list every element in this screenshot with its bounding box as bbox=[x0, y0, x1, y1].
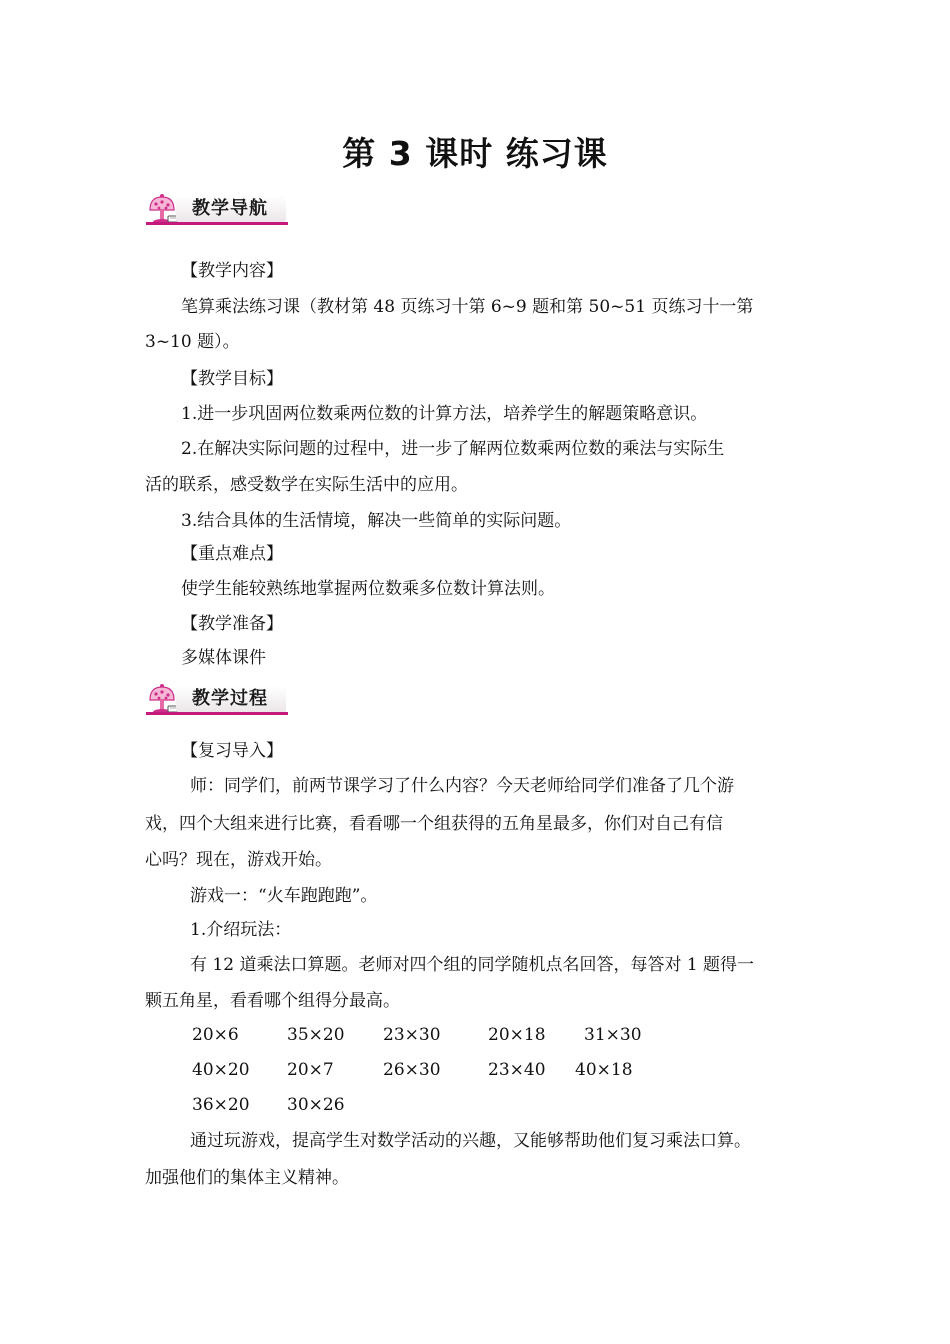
problem-item: 40×20 bbox=[192, 1060, 250, 1080]
problem-item: 20×6 bbox=[192, 1025, 239, 1045]
problem-item: 40×18 bbox=[575, 1060, 633, 1080]
heading-goals: 【教学目标】 bbox=[181, 369, 283, 389]
heading-review: 【复习导入】 bbox=[181, 741, 283, 761]
paragraph-line: 1.介绍玩法： bbox=[190, 920, 292, 940]
problem-item: 35×20 bbox=[287, 1025, 345, 1045]
paragraph-line: 3~10 题）。 bbox=[145, 332, 240, 352]
problem-row bbox=[0, 1053, 950, 1088]
section-banner-process bbox=[140, 680, 290, 722]
paragraph-line: 有 12 道乘法口算题。老师对四个组的同学随机点名回答，每答对 1 题得一 bbox=[190, 955, 755, 975]
problem-row bbox=[0, 1088, 950, 1123]
paragraph-line: 通过玩游戏，提高学生对数学活动的兴趣，又能够帮助他们复习乘法口算。 bbox=[190, 1131, 751, 1151]
heading-content: 【教学内容】 bbox=[181, 261, 283, 281]
problem-item: 36×20 bbox=[192, 1095, 250, 1115]
problem-item: 20×7 bbox=[287, 1060, 334, 1080]
heading-preparation: 【教学准备】 bbox=[181, 614, 283, 634]
paragraph-line: 多媒体课件 bbox=[181, 648, 266, 668]
problem-item: 23×40 bbox=[488, 1060, 546, 1080]
paragraph-line: 3.结合具体的生活情境，解决一些简单的实际问题。 bbox=[181, 511, 572, 531]
section-banner-nav bbox=[140, 190, 290, 232]
paragraph-line: 活的联系，感受数学在实际生活中的应用。 bbox=[145, 475, 468, 495]
paragraph-line: 颗五角星，看看哪个组得分最高。 bbox=[145, 991, 400, 1011]
problem-item: 26×30 bbox=[383, 1060, 441, 1080]
problem-item: 30×26 bbox=[287, 1095, 345, 1115]
heading-key-points: 【重点难点】 bbox=[181, 544, 283, 564]
paragraph-line: 心吗？现在，游戏开始。 bbox=[145, 850, 332, 870]
problem-row bbox=[0, 1018, 950, 1053]
problem-item: 31×30 bbox=[584, 1025, 642, 1045]
paragraph-line: 1.进一步巩固两位数乘两位数的计算方法，培养学生的解题策略意识。 bbox=[181, 404, 708, 424]
paragraph-line: 笔算乘法练习课（教材第 48 页练习十第 6~9 题和第 50~51 页练习十一第 bbox=[181, 297, 754, 317]
problem-item: 20×18 bbox=[488, 1025, 546, 1045]
page-title: 第 3 课时 练习课 bbox=[342, 134, 608, 173]
problem-item: 23×30 bbox=[383, 1025, 441, 1045]
paragraph-line: 2.在解决实际问题的过程中，进一步了解两位数乘两位数的乘法与实际生 bbox=[181, 439, 725, 459]
paragraph-line: 使学生能较熟练地掌握两位数乘多位数计算法则。 bbox=[181, 579, 555, 599]
section-banner-label: 教学过程 bbox=[192, 688, 268, 709]
paragraph-line: 戏，四个大组来进行比赛，看看哪一个组获得的五角星最多，你们对自己有信 bbox=[145, 814, 723, 834]
paragraph-line: 加强他们的集体主义精神。 bbox=[145, 1168, 349, 1188]
paragraph-line: 师：同学们，前两节课学习了什么内容？今天老师给同学们准备了几个游 bbox=[190, 776, 734, 796]
paragraph-line: 游戏一：“火车跑跑跑”。 bbox=[190, 886, 378, 906]
section-banner-label: 教学导航 bbox=[192, 198, 268, 219]
